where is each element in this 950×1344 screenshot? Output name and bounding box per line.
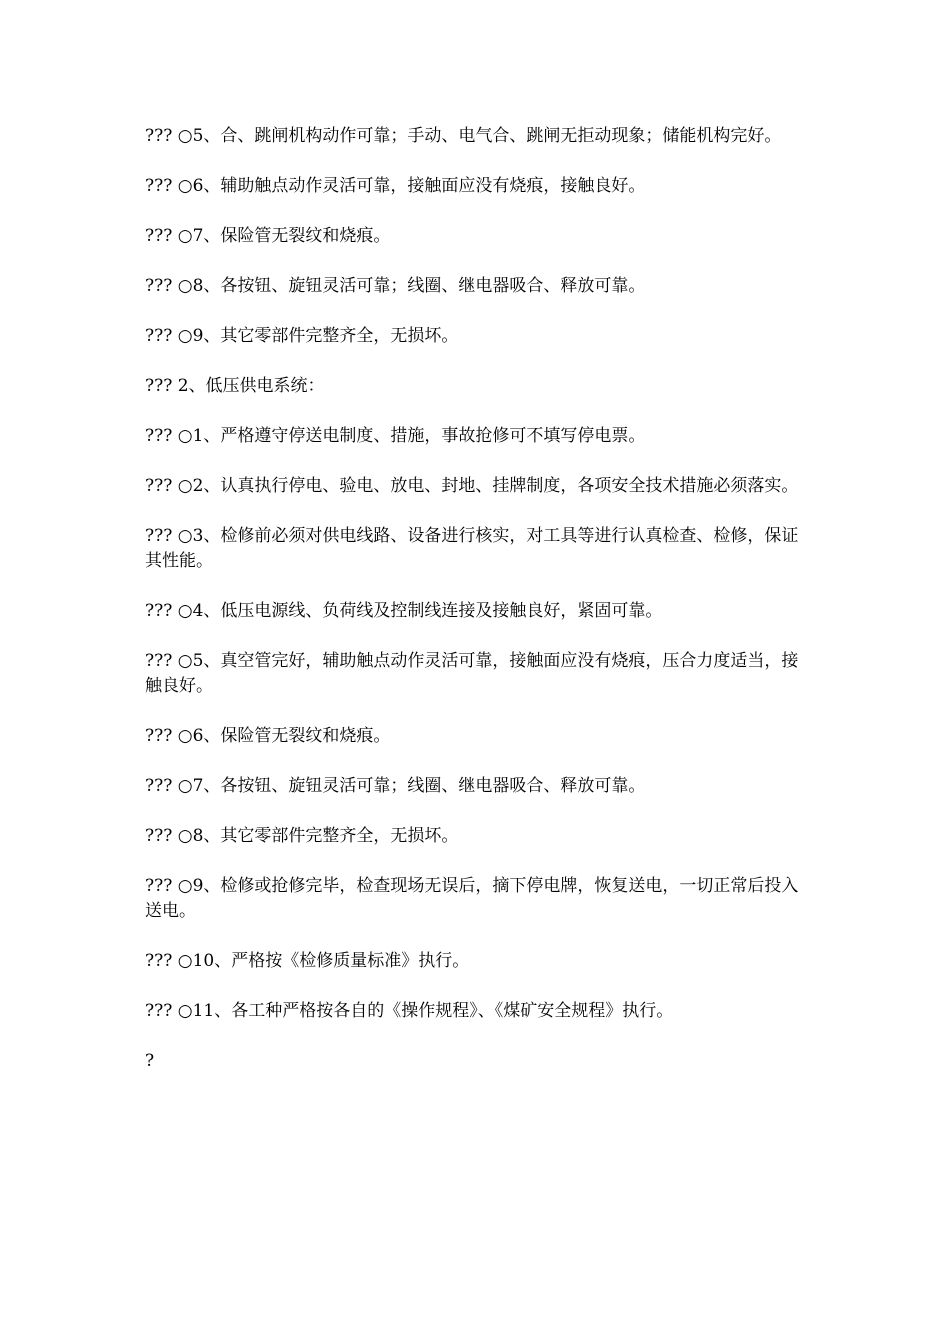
document-body — [145, 124, 805, 1074]
paragraph-item-7b: ??? ○7、各按钮、旋钮灵活可靠；线圈、继电器吸合、释放可靠。 — [145, 776, 646, 796]
paragraph-item-10: ??? ○10、严格按《检修质量标准》执行。 — [145, 951, 470, 971]
paragraph-item-5: ??? ○5、合、跳闸机构动作可靠；手动、电气合、跳闸无拒动现象；储能机构完好。 — [145, 126, 782, 146]
paragraph-item-6: ??? ○6、辅助触点动作灵活可靠，接触面应没有烧痕，接触良好。 — [145, 176, 646, 196]
paragraph-item-8: ??? ○8、各按钮、旋钮灵活可靠；线圈、继电器吸合、释放可靠。 — [145, 276, 646, 296]
paragraph-item-11: ??? ○11、各工种严格按各自的《操作规程》、《煤矿安全规程》执行。 — [145, 1001, 674, 1021]
paragraph-item-2: ??? ○2、认真执行停电、验电、放电、封地、挂牌制度，各项安全技术措施必须落实。 — [145, 476, 799, 496]
paragraph-item-4: ??? ○4、低压电源线、负荷线及控制线连接及接触良好，紧固可靠。 — [145, 601, 663, 621]
paragraph-item-8b: ??? ○8、其它零部件完整齐全，无损坏。 — [145, 826, 459, 846]
paragraph-item-6b: ??? ○6、保险管无裂纹和烧痕。 — [145, 726, 391, 746]
paragraph-item-3: ??? ○3、检修前必须对供电线路、设备进行核实，对工具等进行认真检查、检修，保证其性能。 — [145, 526, 799, 571]
paragraph-item-9: ??? ○9、其它零部件完整齐全，无损坏。 — [145, 326, 459, 346]
paragraph-item-1: ??? ○1、严格遵守停送电制度、措施，事故抢修可不填写停电票。 — [145, 426, 646, 446]
section-heading-low-voltage: ??? 2、低压供电系统： — [145, 376, 325, 396]
paragraph-item-5b: ??? ○5、真空管完好，辅助触点动作灵活可靠，接触面应没有烧痕，压合力度适当，接触良好。 — [145, 651, 799, 696]
paragraph-item-9b: ??? ○9、检修或抢修完毕，检查现场无误后，摘下停电牌，恢复送电，一切正常后投入送电。 — [145, 876, 799, 921]
trailing-mark: ? — [145, 1051, 155, 1071]
paragraph-item-7: ??? ○7、保险管无裂纹和烧痕。 — [145, 226, 391, 246]
